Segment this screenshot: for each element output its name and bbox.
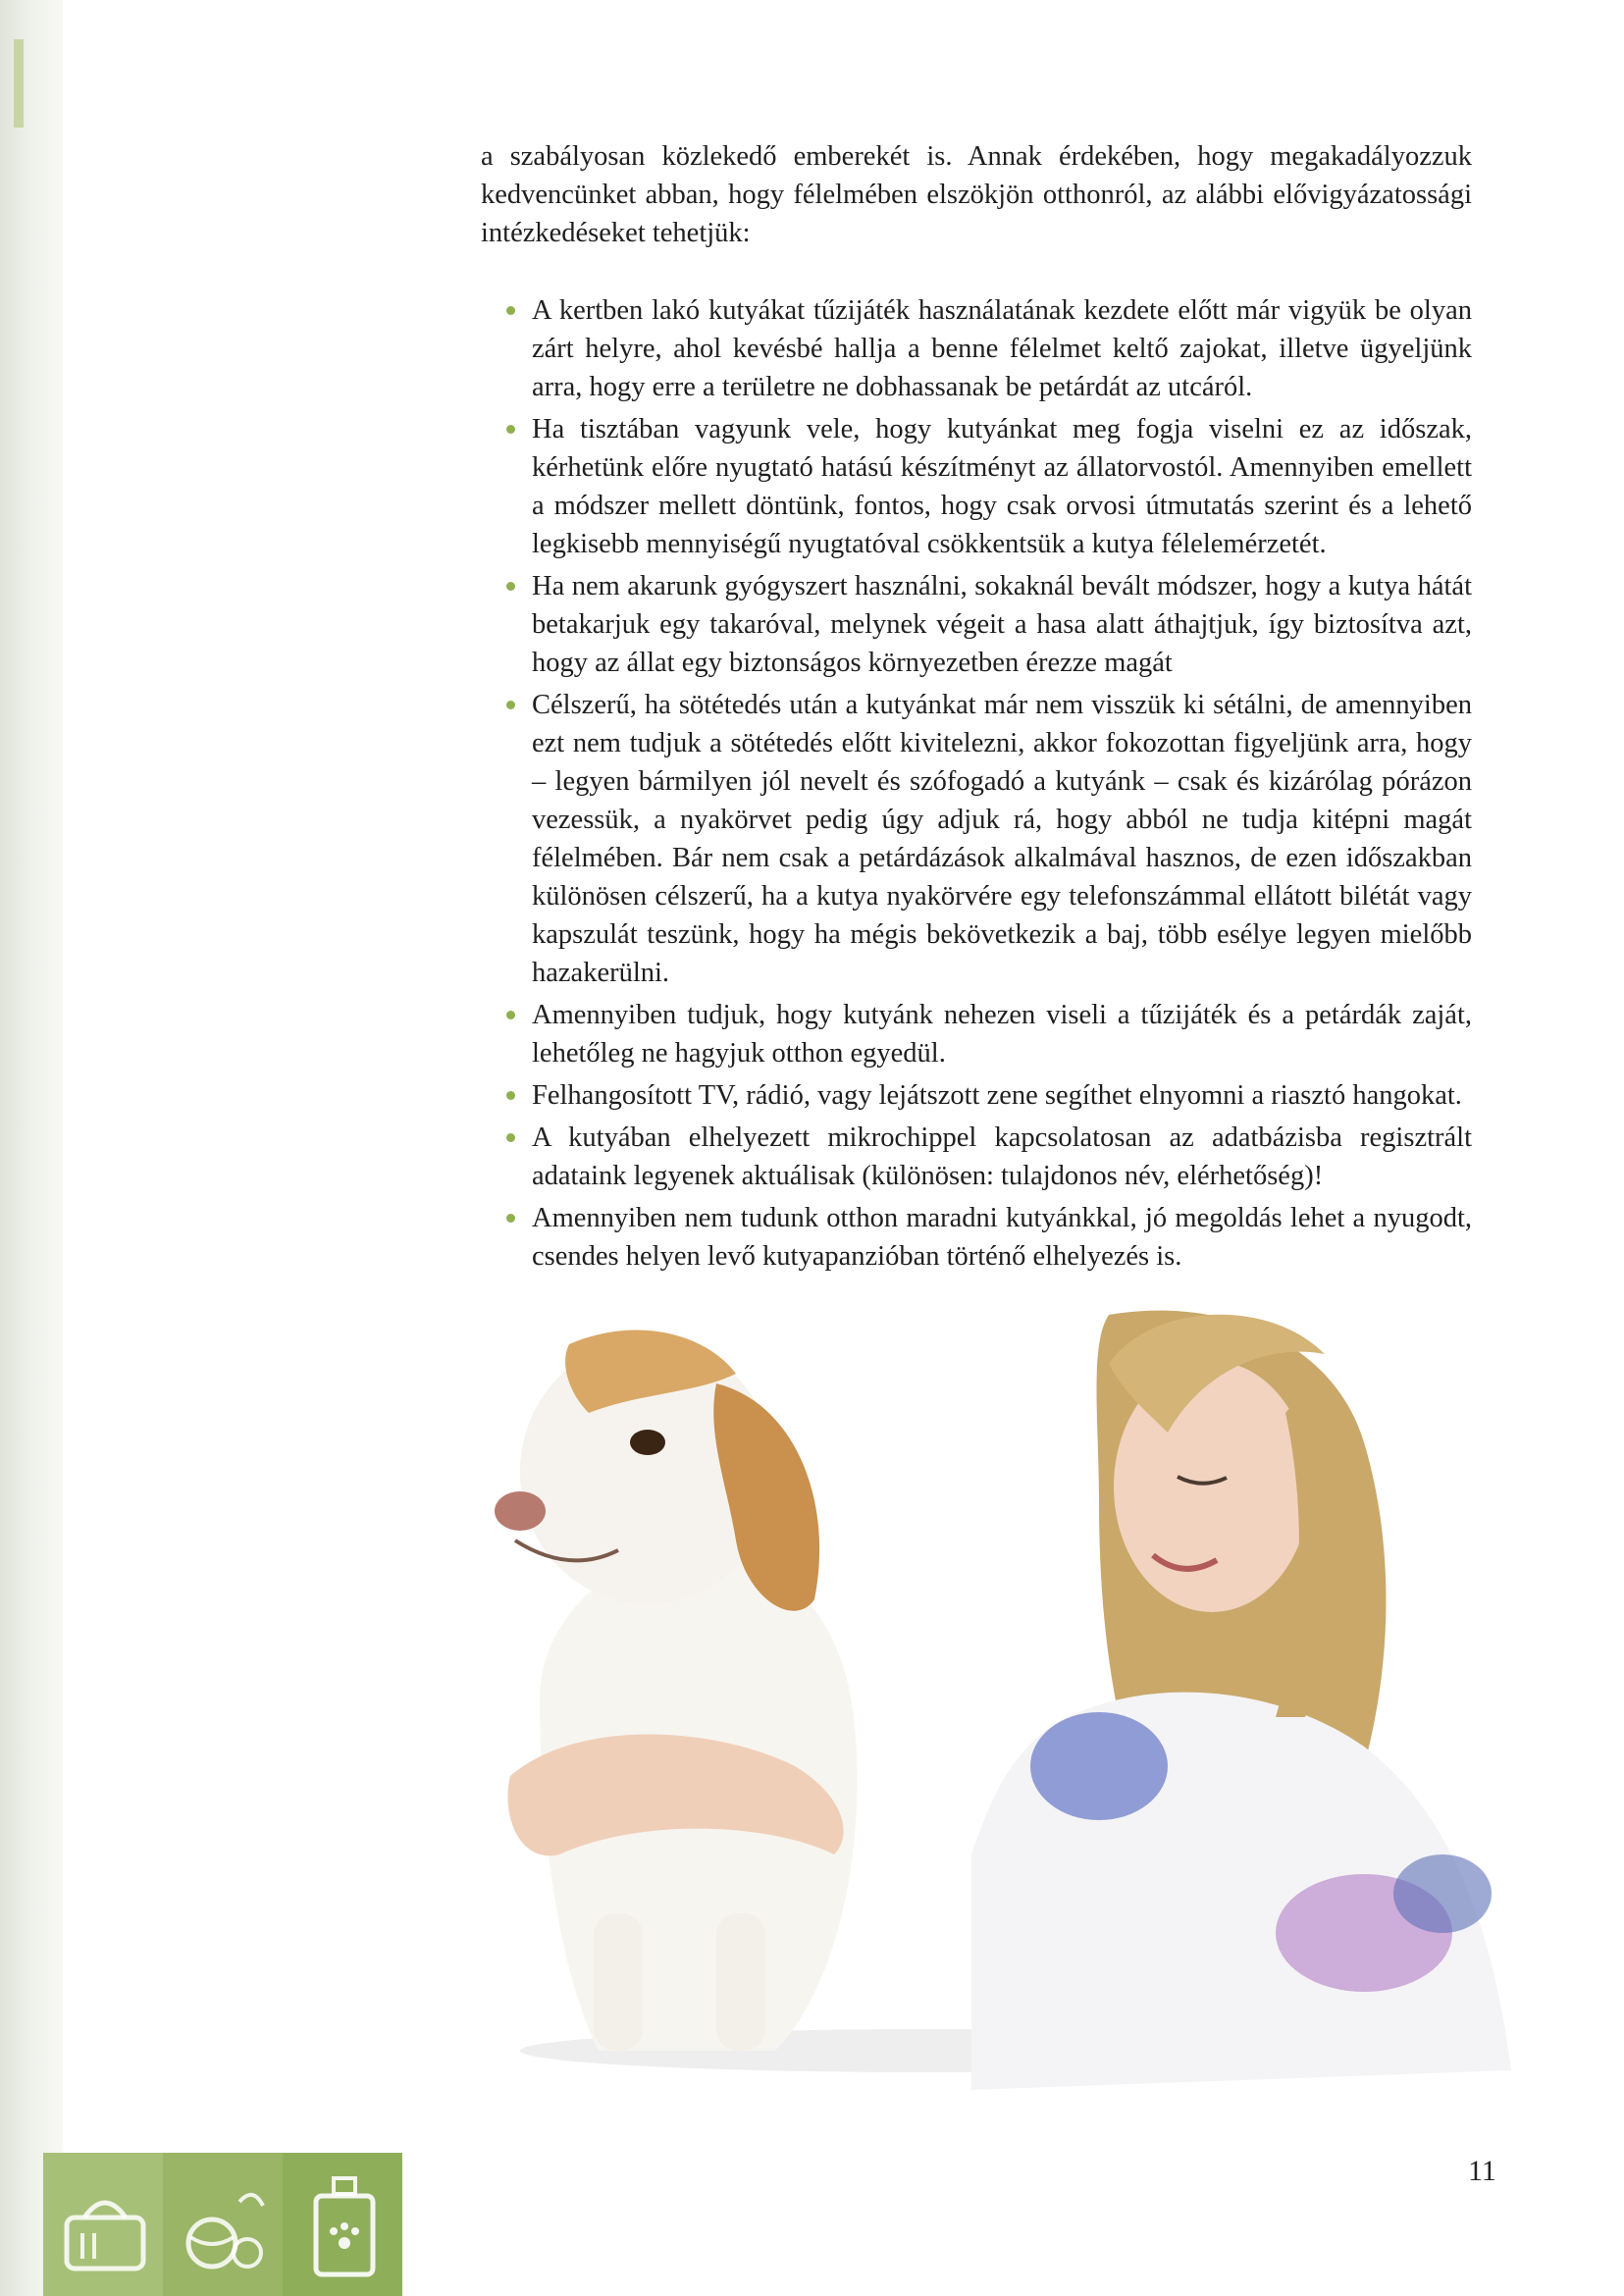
woman-with-dog-photo [422,1305,1531,2110]
list-item: Célszerű, ha sötétedés után a kutyánkat már nem visszük ki sétálni, de amennyiben ezt nem tudjuk a sötétedés előtt kivitelezni, akkor fokozottan figyeljünk arra, hogy – legyen bármilyen jól nevelt és szófogadó a kutyánk – csak és kizárólag pórázon vezessük, a nyakörvet pedig úgy adjuk rá, hogy abból ne tudja kitépni magát félelmében. Bár nem csak a petárdázások alkalmával hasznos, de ezen időszakban különösen célszerű, ha a kutya nyakörvére egy telefonszámmal ellátott bilétát vagy kapszulát teszünk, hogy ha mégis bekövetkezik a baj, több esélye legyen mielőbb hazakerülni. [532,686,1472,992]
list-item: Amennyiben nem tudunk otthon maradni kutyánkkal, jó megoldás lehet a nyugodt, csendes helyen levő kutyapanzióban történő elhelyezés is. [532,1199,1472,1276]
page-number: 11 [1468,2155,1496,2187]
pet-shampoo-icon [300,2172,389,2280]
list-item: A kertben lakó kutyákat tűzijáték használatának kezdete előtt már vigyük be olyan zárt helyre, ahol kevésbé hallja a benne félelmet keltő zajokat, illetve ügyeljünk arra, hogy erre a területre ne dobhassanak be petárdát az utcáról. [532,291,1472,406]
intro-paragraph: a szabályosan közlekedő emberekét is. Annak érdekében, hogy megakadályozzuk kedvencünket abban, hogy félelmében elszökjön otthonról, az alábbi elővigyázatossági intézkedéseket tehetjük: [481,141,1472,248]
list-item: Felhangosított TV, rádió, vagy lejátszott zene segíthet elnyomni a riasztó hangokat. [532,1076,1472,1115]
category-segment [283,2153,402,2296]
tips-list [481,291,1472,1276]
gutter-tab [14,39,24,128]
list-item: Ha tisztában vagyunk vele, hogy kutyánkat meg fogja viselni ez az időszak, kérhetünk előre nyugtató hatású készítményt az állatorvostól. Amennyiben emellett a módszer mellett döntünk, fontos, hogy csak orvosi útmutatás szerint és a lehető legkisebb mennyiségű nyugtatóval csökkentsük a kutya félelemérzetét. [532,410,1472,563]
category-icon-bar [43,2153,402,2296]
list-item: Ha nem akarunk gyógyszert használni, sokaknál bevált módszer, hogy a kutya hátát betakarjuk egy takaróval, melynek végeit a hasa alatt áthajtjuk, így biztosítva azt, hogy az állat egy biztonságos környezetben érezze magát [532,567,1472,682]
category-segment [163,2153,283,2296]
pet-toys-icon [181,2172,269,2280]
body-text [481,137,1472,1279]
category-segment [43,2153,163,2296]
pet-carrier-icon [61,2172,149,2280]
page-gutter [0,0,63,2296]
list-item: Amennyiben tudjuk, hogy kutyánk nehezen viseli a tűzijáték és a petárdák zaját, lehetőleg ne hagyjuk otthon egyedül. [532,996,1472,1072]
list-item: A kutyában elhelyezett mikrochippel kapcsolatosan az adatbázisba regisztrált adataink legyenek aktuálisak (különösen: tulajdonos név, elérhetőség)! [532,1119,1472,1195]
